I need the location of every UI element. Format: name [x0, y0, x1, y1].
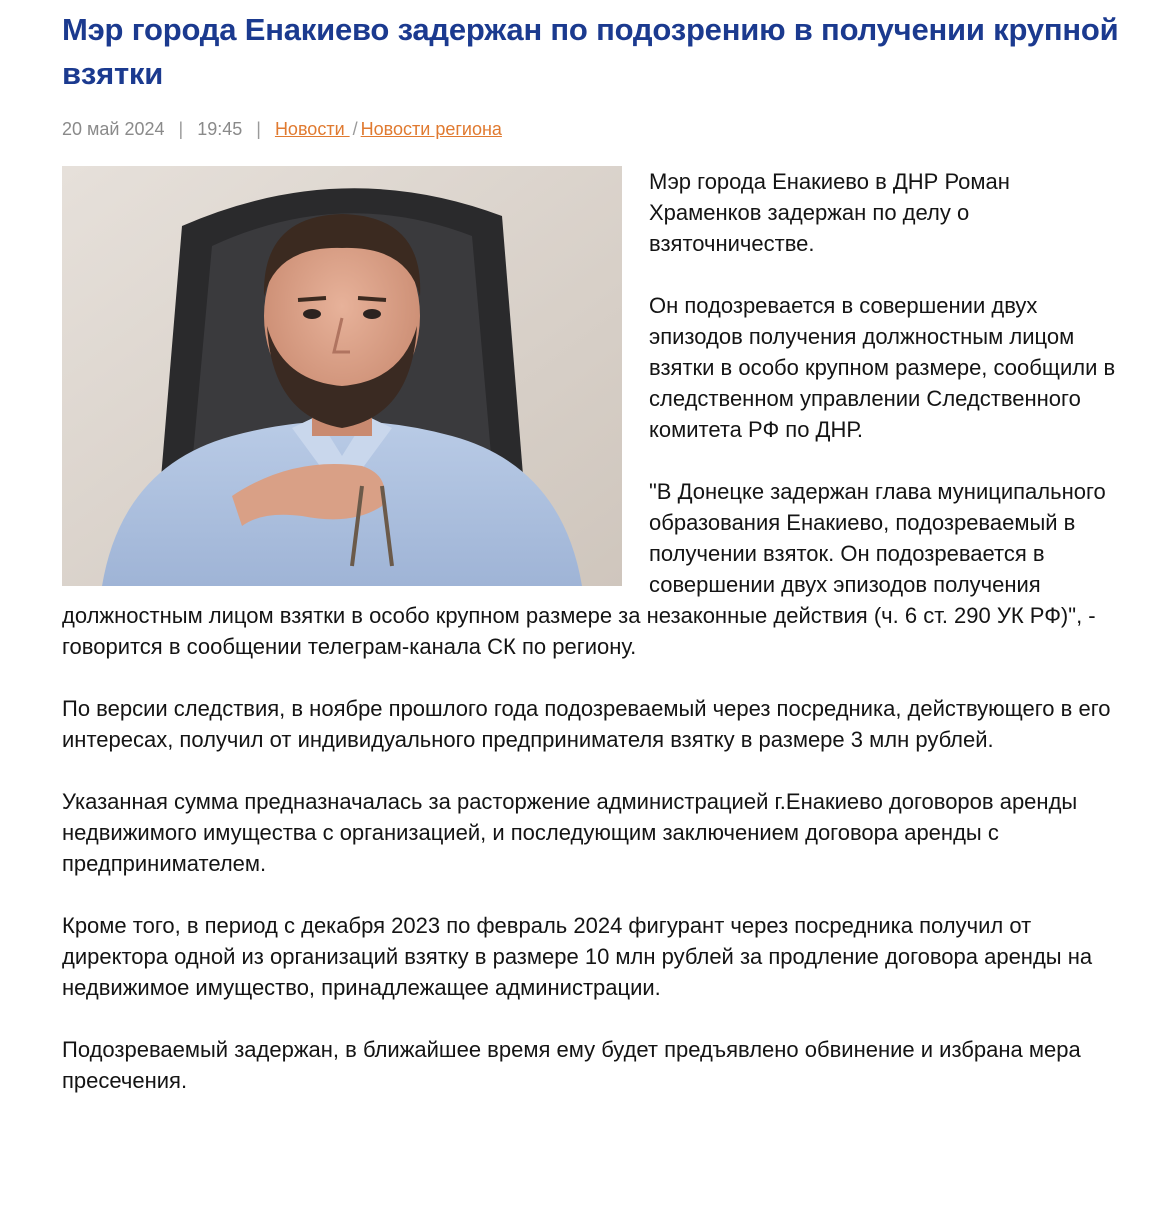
- article-paragraph: Кроме того, в период с декабря 2023 по февраль 2024 фигурант через посредника получил от директора одной из организаций взятку в размере 10 млн рублей за продление договора аренды на недвижимое имущество, принадлежащее администрации.: [62, 913, 1093, 1000]
- meta-divider: |: [178, 119, 184, 139]
- article-paragraph: По версии следствия, в ноябре прошлого года подозреваемый через посредника, действующего в его интересах, получил от индивидуального предпринимателя взятку в размере 3 млн рублей.: [62, 696, 1111, 752]
- article-time: 19:45: [197, 119, 243, 139]
- breadcrumb-region-news-link[interactable]: Новости региона: [360, 119, 502, 139]
- article: [62, 0, 1122, 1127]
- article-body: [62, 166, 1122, 1096]
- article-paragraph: Он подозревается в совершении двух эпизодов получения должностным лицом взятки в особо крупном размере, сообщили в следственном управлении Следственного комитета РФ по ДНР.: [649, 293, 1116, 442]
- article-date: 20 май 2024: [62, 119, 165, 139]
- article-photo[interactable]: [62, 166, 622, 586]
- breadcrumb-news-link[interactable]: Новости: [274, 119, 350, 139]
- article-paragraph: Мэр города Енакиево в ДНР Роман Храменков задержан по делу о взяточничестве.: [649, 169, 1010, 256]
- breadcrumb-separator: /: [352, 119, 358, 139]
- portrait-photo-icon: [62, 166, 622, 586]
- article-paragraph: "В Донецке задержан глава муниципального образования Енакиево, подозреваемый в получении взяток. Он подозревается в совершении двух эпизодов получения должностным лицом взятки в особо крупном размере за незаконные действия (ч. 6 ст. 290 УК РФ)", - говорится в сообщении телеграм-канала СК по региону.: [62, 479, 1106, 659]
- article-paragraph: Указанная сумма предназначалась за расторжение администрацией г.Енакиево договоров аренды недвижимого имущества с организацией, и последующим заключением договора аренды с предпринимателем.: [62, 789, 1078, 876]
- article-paragraph: Подозреваемый задержан, в ближайшее время ему будет предъявлено обвинение и избрана мера пресечения.: [62, 1037, 1081, 1093]
- article-title: Мэр города Енакиево задержан по подозрению в получении крупной взятки: [62, 12, 1119, 91]
- article-meta: [62, 117, 1122, 141]
- meta-divider: |: [256, 119, 261, 139]
